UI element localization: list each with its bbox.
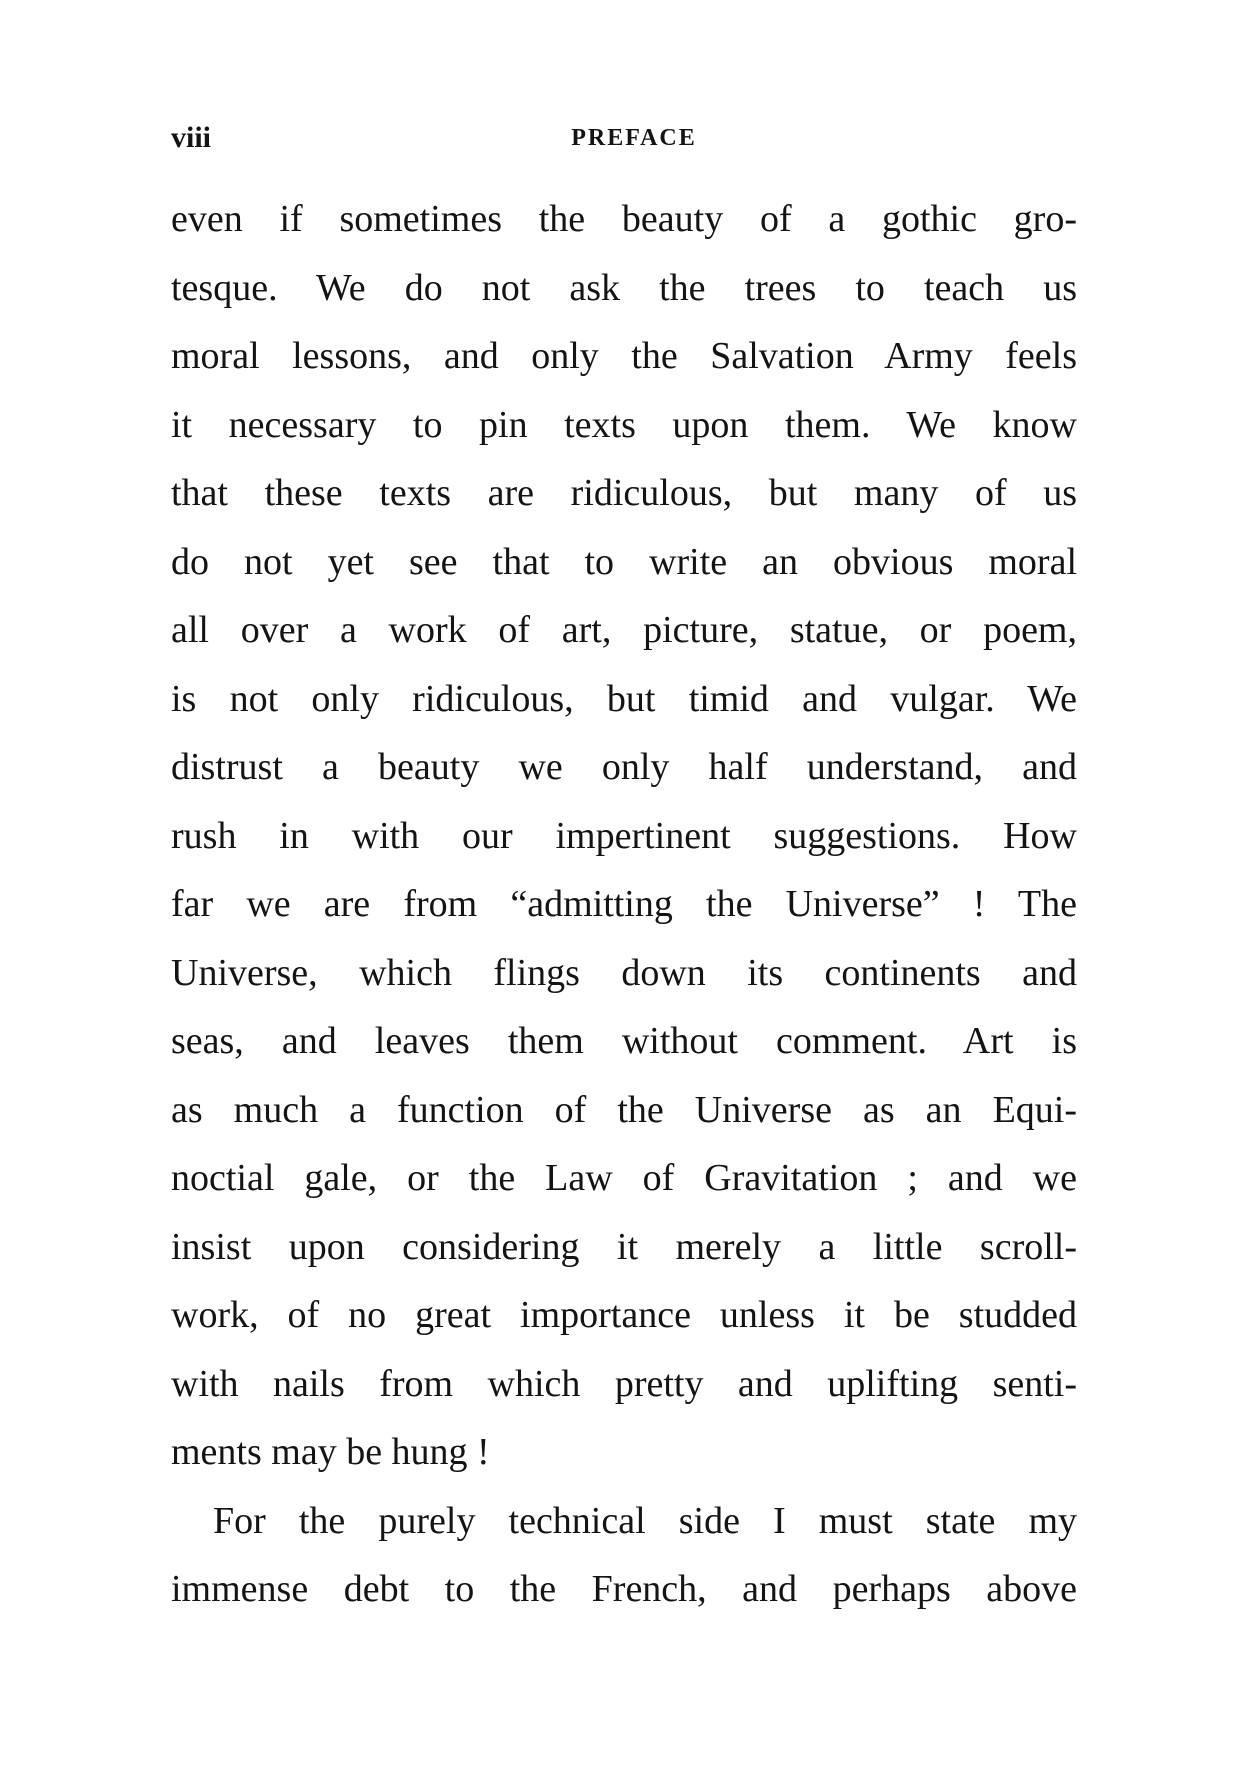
- text-line: immense debt to the French, and perhaps above: [171, 1568, 1077, 1610]
- paragraph-end-line: ments may be hung !: [171, 1431, 490, 1473]
- text-line: moral lessons, and only the Salvation Army feels: [171, 335, 1077, 377]
- text-line: insist upon considering it merely a little scroll-: [171, 1225, 1077, 1268]
- text-line: distrust a beauty we only half understand, and: [171, 746, 1077, 788]
- paragraph-start-line: For the purely technical side I must state my: [213, 1499, 1077, 1542]
- text-line: all over a work of art, picture, statue, or poem,: [171, 609, 1077, 651]
- text-line: noctial gale, or the Law of Gravitation ; and we: [171, 1157, 1077, 1199]
- running-title: PREFACE: [571, 125, 697, 151]
- text-line: far we are from “admitting the Universe” ! The: [171, 883, 1077, 925]
- text-line: do not yet see that to write an obvious moral: [171, 540, 1077, 583]
- text-line: as much a function of the Universe as an Equi-: [171, 1088, 1077, 1131]
- text-line: it necessary to pin texts upon them. We know: [171, 403, 1077, 446]
- text-line: is not only ridiculous, but timid and vulgar. We: [171, 677, 1077, 720]
- text-line: that these texts are ridiculous, but many of us: [171, 472, 1077, 514]
- text-line: even if sometimes the beauty of a gothic gro-: [171, 198, 1077, 240]
- page-number: viii: [171, 121, 212, 154]
- running-head: [171, 118, 1077, 158]
- text-line: seas, and leaves them without comment. Art is: [171, 1020, 1077, 1062]
- text-line: rush in with our impertinent suggestions. How: [171, 814, 1077, 857]
- body-text: [171, 185, 1077, 1624]
- text-line: tesque. We do not ask the trees to teach us: [171, 266, 1077, 309]
- text-line: work, of no great importance unless it be studded: [171, 1294, 1077, 1336]
- text-line: Universe, which flings down its continents and: [171, 951, 1077, 994]
- text-line: with nails from which pretty and uplifting senti-: [171, 1362, 1077, 1405]
